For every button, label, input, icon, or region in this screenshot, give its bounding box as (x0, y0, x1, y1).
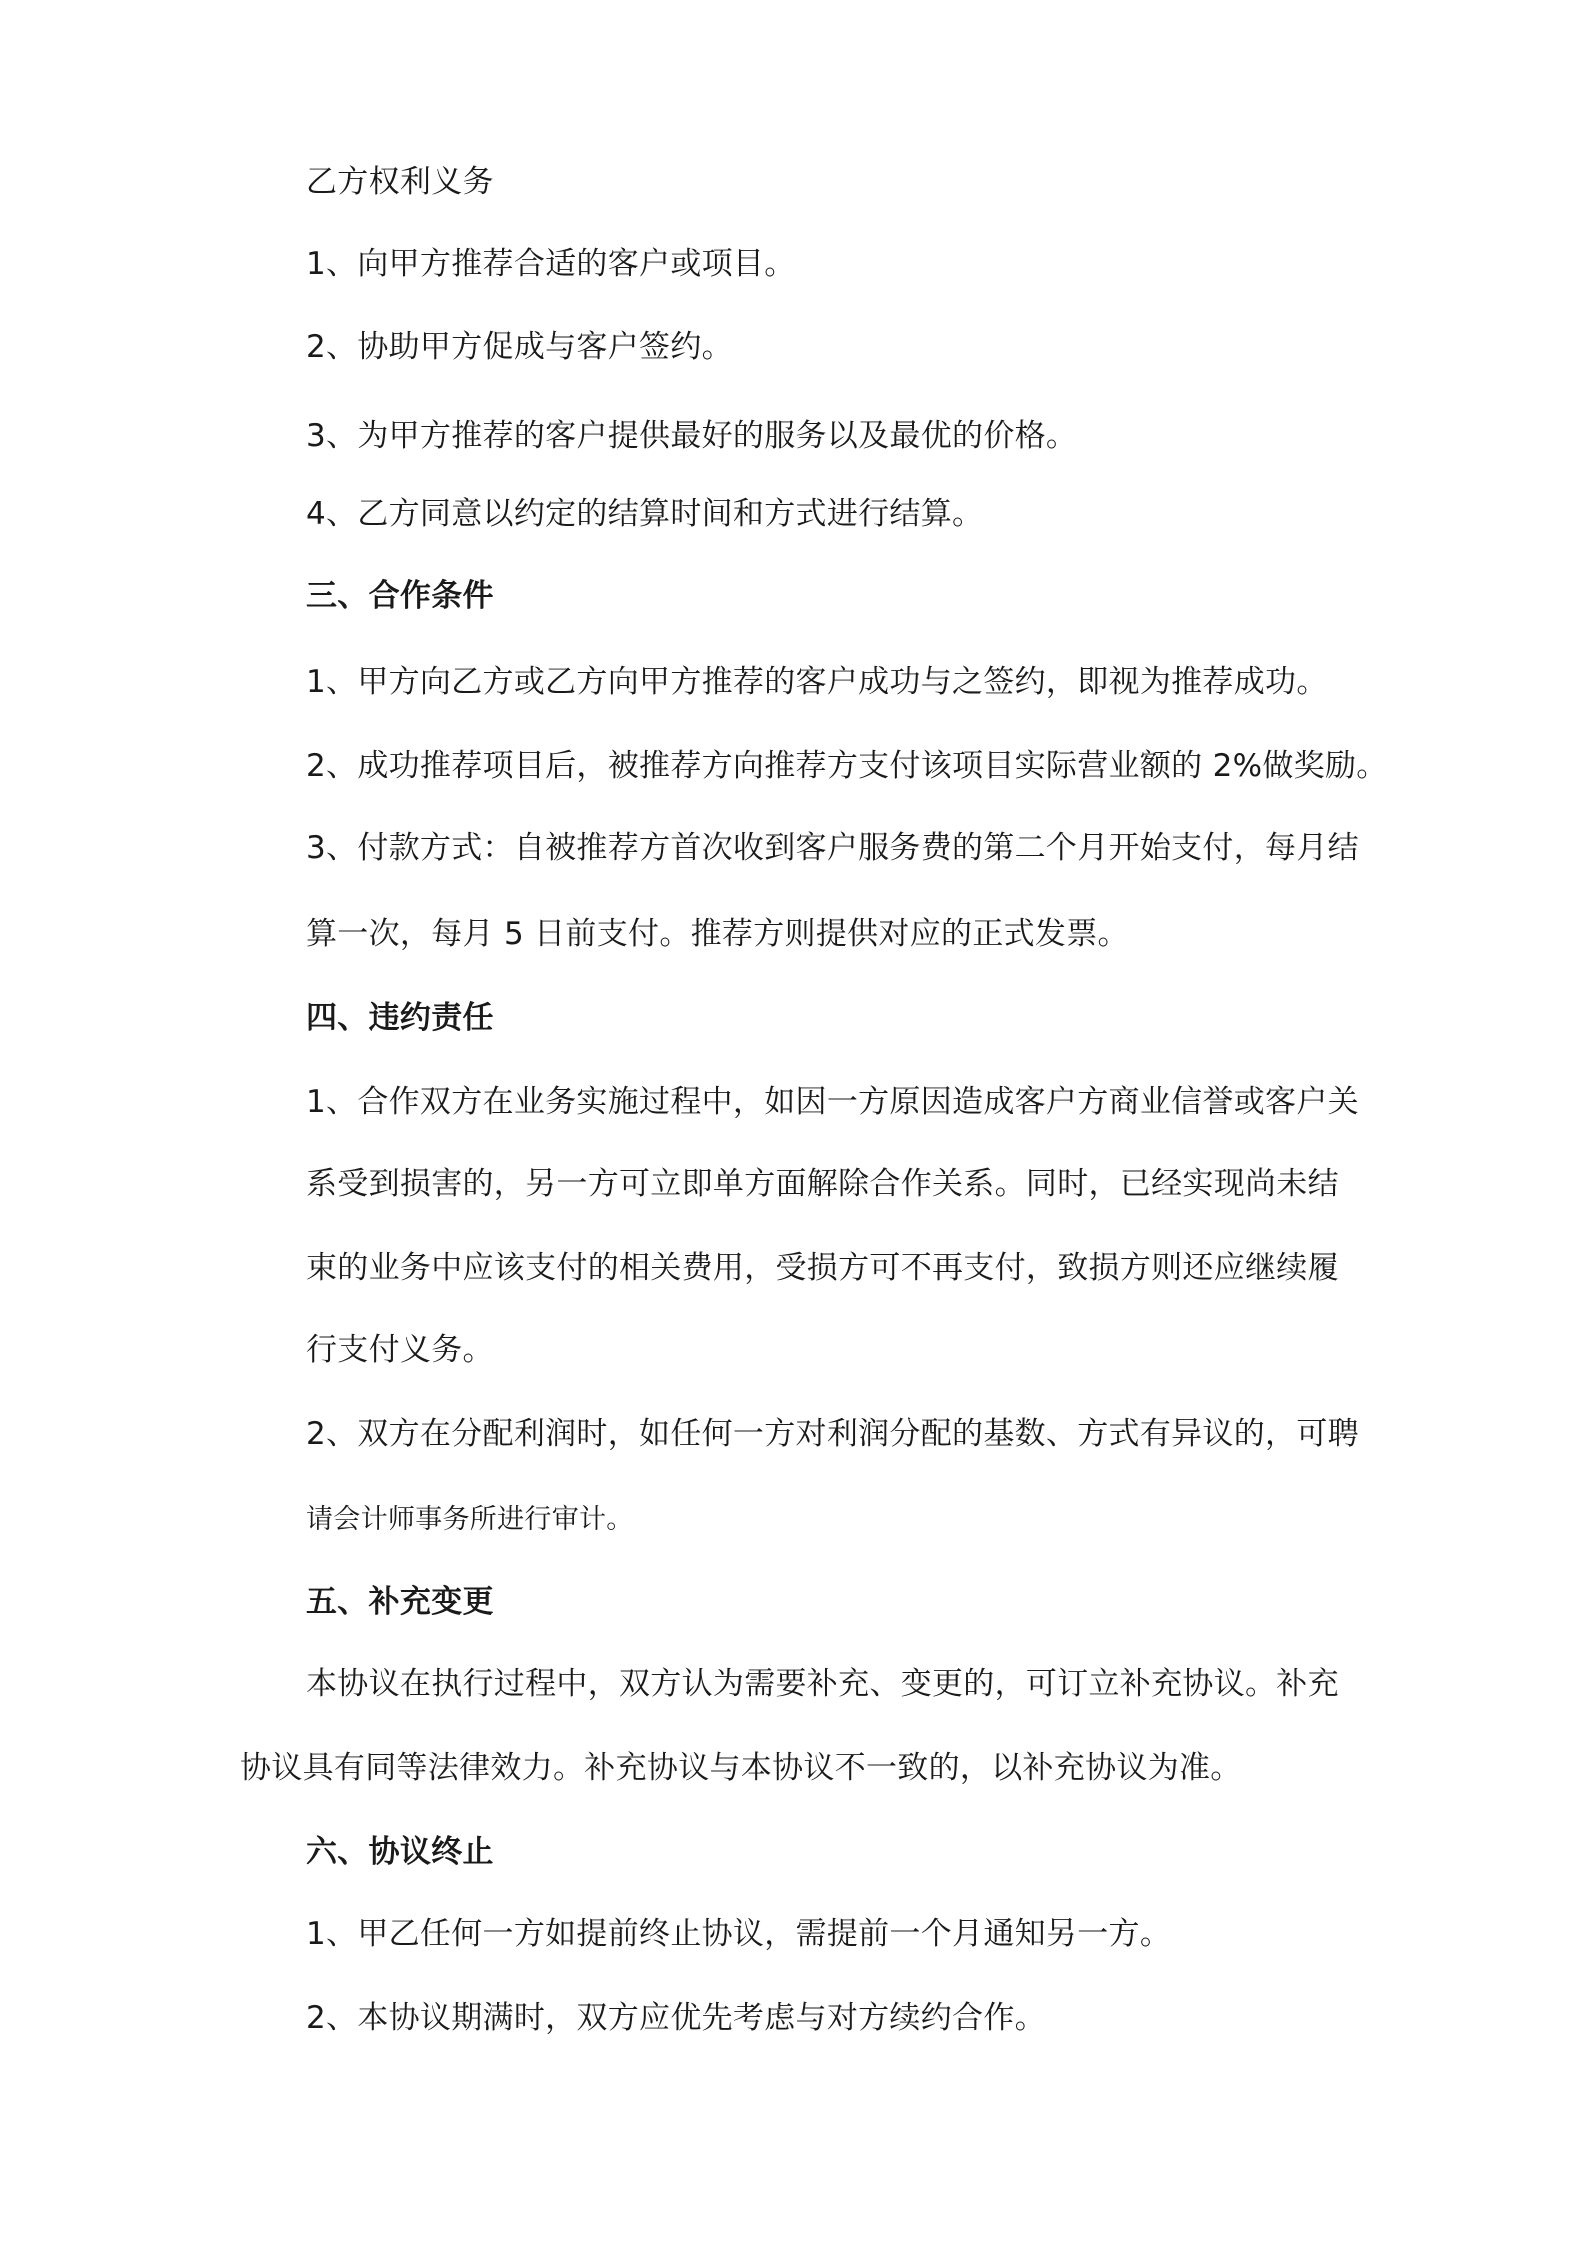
paragraph-line: 2、双方在分配利润时，如任何一方对利润分配的基数、方式有异议的，可聘 (306, 1416, 1359, 1452)
section-heading-supplement-changes: 五、补充变更 (306, 1584, 494, 1620)
paragraph-line: 行支付义务。 (306, 1332, 494, 1368)
paragraph-line: 4、乙方同意以约定的结算时间和方式进行结算。 (306, 496, 984, 532)
paragraph-line: 本协议在执行过程中，双方认为需要补充、变更的，可订立补充协议。补充 (306, 1666, 1339, 1702)
section-heading-breach-liability: 四、违约责任 (306, 1000, 494, 1036)
paragraph-line: 2、本协议期满时，双方应优先考虑与对方续约合作。 (306, 2000, 1046, 2036)
paragraph-line: 3、付款方式：自被推荐方首次收到客户服务费的第二个月开始支付，每月结 (306, 830, 1359, 866)
paragraph-line: 1、向甲方推荐合适的客户或项目。 (306, 246, 796, 282)
paragraph-line: 2、协助甲方促成与客户签约。 (306, 329, 733, 365)
section-heading-cooperation-terms: 三、合作条件 (306, 578, 494, 614)
paragraph-line: 1、甲方向乙方或乙方向甲方推荐的客户成功与之签约，即视为推荐成功。 (306, 664, 1328, 700)
section-heading-termination: 六、协议终止 (306, 1834, 494, 1870)
paragraph-line: 束的业务中应该支付的相关费用，受损方可不再支付，致损方则还应继续履 (306, 1250, 1339, 1286)
section-heading-party-b-rights: 乙方权利义务 (306, 164, 494, 200)
paragraph-line: 1、合作双方在业务实施过程中，如因一方原因造成客户方商业信誉或客户关 (306, 1084, 1359, 1120)
paragraph-line: 2、成功推荐项目后，被推荐方向推荐方支付该项目实际营业额的 2%做奖励。 (306, 748, 1388, 784)
paragraph-line: 系受到损害的，另一方可立即单方面解除合作关系。同时，已经实现尚未结 (306, 1166, 1339, 1202)
paragraph-line: 协议具有同等法律效力。补充协议与本协议不一致的，以补充协议为准。 (240, 1750, 1242, 1786)
paragraph-line: 算一次，每月 5 日前支付。推荐方则提供对应的正式发票。 (306, 916, 1129, 952)
paragraph-line: 3、为甲方推荐的客户提供最好的服务以及最优的价格。 (306, 418, 1078, 454)
paragraph-line: 1、甲乙任何一方如提前终止协议，需提前一个月通知另一方。 (306, 1916, 1172, 1952)
paragraph-line: 请会计师事务所进行审计。 (306, 1504, 634, 1535)
